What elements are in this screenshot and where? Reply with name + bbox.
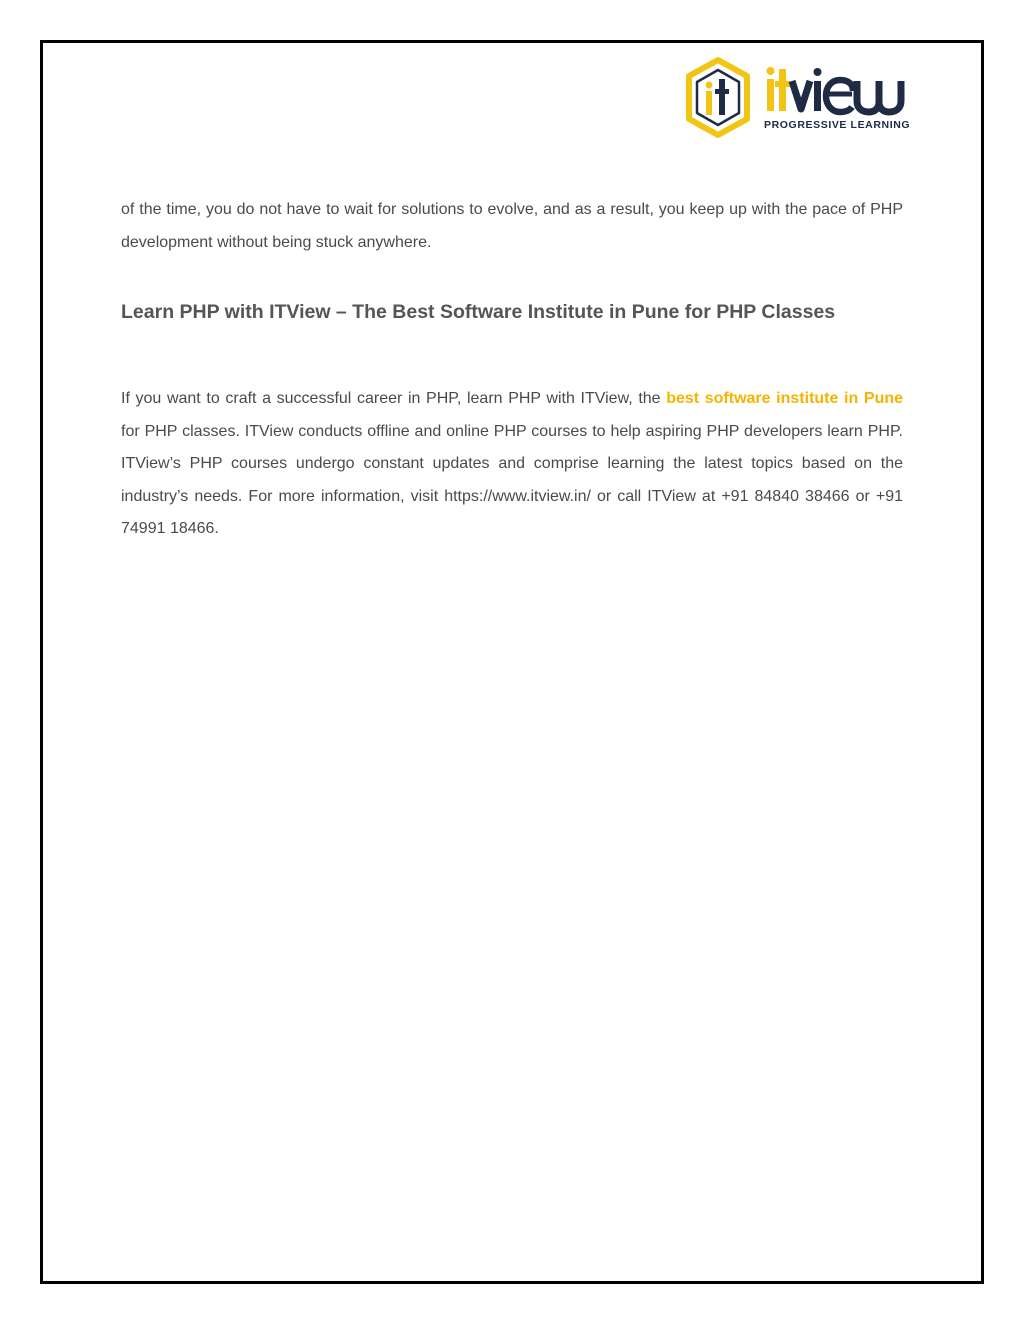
paragraph-intro: of the time, you do not have to wait for solutions to evolve, and as a result, you keep up with the pace of PHP development without being stuck anywhere. (121, 201, 903, 251)
section-heading: Learn PHP with ITView – The Best Software Institute in Pune for PHP Classes (121, 301, 836, 323)
paragraph-career-text-start: If you want to craft a successful career in PHP, learn PHP with ITView, the (121, 390, 667, 407)
paragraph-career (121, 383, 903, 546)
best-software-institute-link[interactable]: best software institute in Pune (666, 390, 904, 407)
paragraph-career-text-end: for PHP classes. ITView conducts offline and online PHP courses to help aspiring PHP developers learn PHP. ITView’s PHP courses undergo constant updates and comprise learning the latest topics based on the industry’s needs. For more information, visit https://www.itview.in/ or call ITView at +91 84840 38466 or +91 74991 18466. (121, 422, 903, 537)
logo-tagline: PROGRESSIVE LEARNING (764, 119, 911, 131)
